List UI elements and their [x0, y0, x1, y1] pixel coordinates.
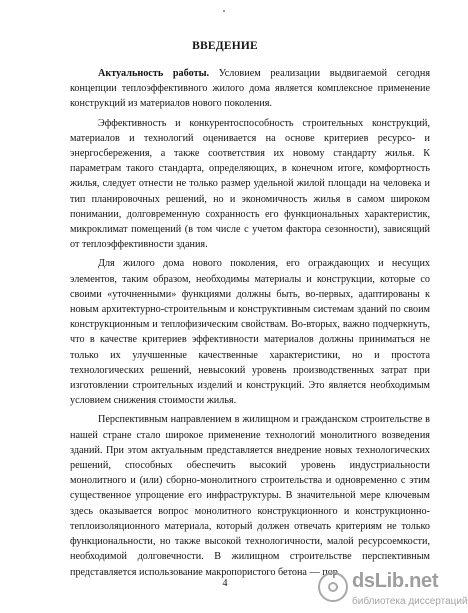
- paragraph-relevance: [70, 66, 430, 112]
- paragraph-monolithic: Перспективным направлением в жилищном и гражданском строительстве в нашей стране стало широкое применение технологий монолитного возведения зданий. При этом актуальным представляется внедрение новых технологических решений, способных обеспечить высокий уровень индустриальности монолитного и (или) сборно-монолитного строительства и одновременно с этим существенное упрощение его инфраструктуры. В значительной мере ключевым здесь оказывается вопрос монолитного конструкционного и конструкционно-теплоизоляционного материала, который должен отвечать критериям не только функциональности, но также высокой технологичности, малой ресурсоемкости, необходимой долговечности. В жилищном строительстве перспективным представляется использование макропористого бетона — пор: [70, 414, 430, 578]
- paragraph-new-generation: Для жилого дома нового поколения, его ограждающих и несущих элементов, таким образом, необходимы материалы и конструкции, которые со своими «уточненными» функциями должны быть, во-первых, адаптированы к новым архитектурно-строительным и конструктивным системам зданий по своим конструкционным и теплофизическим свойствам. Во-вторых, важно подчеркнуть, что в качестве критериев эффективности материалов должны приниматься не только их улучшенные качественные характеристики, но и простота технологических решений, невысокий уровень производственных затрат при изготовлении строительных изделий и конструкций. Это является необходимым условием снижения стоимости жилья.: [70, 258, 430, 407]
- page-number: 4: [222, 578, 228, 589]
- paragraph-efficiency: Эффективность и конкурентоспособность строительных конструкций, материалов и технологий оценивается на основе критериев ресурсо- и энергосбережения, а также соответствия их новому стандарту жилья. К параметрам такого стандарта, определяющих, в конечном итоге, комфортность жилья, следует отнести не только размер удельной жилой площади на человека и тип планировочных решений, но и экономичность жилья в самом широком понимании, долговременную сохранность его функциональных характеристик, микроклимат помещений (в том числе с учетом фактора сезонности), зависящий от теплоэффективности здания.: [70, 117, 430, 251]
- body-text: [70, 66, 430, 580]
- watermark: [318, 570, 468, 608]
- page-title: ВВЕДЕНИЕ: [192, 40, 258, 52]
- scan-dot: [223, 10, 225, 12]
- relevance-body: Условием реализации выдвигаемой сегодня концепции теплоэффективного жилого дома является комплексное применение конструкций из материалов нового поколения.: [70, 68, 430, 110]
- watermark-ring-icon: [328, 582, 338, 592]
- watermark-brand: dsLib.net: [352, 570, 439, 592]
- relevance-heading: Актуальность работы.: [98, 68, 210, 79]
- watermark-subtitle: библиотека диссертаций: [352, 596, 468, 607]
- watermark-logo-icon: [318, 572, 348, 602]
